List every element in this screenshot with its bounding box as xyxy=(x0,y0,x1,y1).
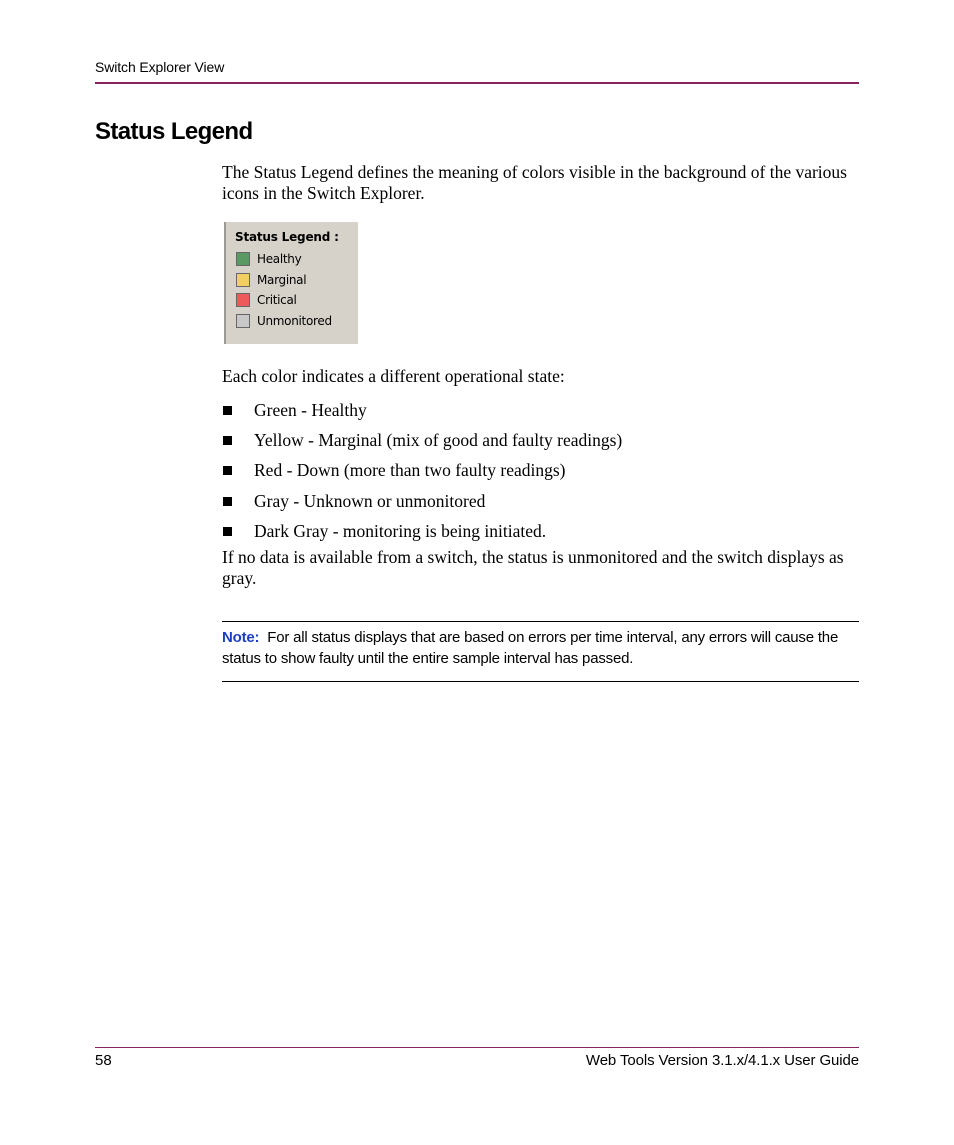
legend-label: Marginal xyxy=(257,272,307,287)
note-label: Note: xyxy=(222,629,260,646)
note-bottom-rule xyxy=(222,681,859,682)
legend-item-healthy xyxy=(236,250,301,267)
legend-label: Unmonitored xyxy=(257,313,332,328)
legend-item-critical xyxy=(236,291,297,308)
bullet-square-icon xyxy=(223,497,232,506)
unmonitored-swatch xyxy=(236,314,250,328)
bullet-text: Gray - Unknown or unmonitored xyxy=(254,490,486,511)
legend-label: Healthy xyxy=(257,251,302,266)
legend-label: Critical xyxy=(257,292,297,307)
running-head: Switch Explorer View xyxy=(95,59,225,75)
marginal-swatch xyxy=(236,273,250,287)
list-item xyxy=(222,456,622,486)
bullet-text: Yellow - Marginal (mix of good and faulty readings) xyxy=(254,429,623,450)
bullet-square-icon xyxy=(223,466,232,475)
list-item xyxy=(222,486,622,516)
bullet-square-icon xyxy=(223,406,232,415)
note-box xyxy=(222,627,862,669)
footer-rule xyxy=(95,1047,859,1048)
bullet-square-icon xyxy=(223,527,232,536)
status-bullet-list xyxy=(222,395,622,546)
status-legend-screenshot xyxy=(224,222,358,344)
list-item xyxy=(222,516,622,546)
closing-paragraph: If no data is available from a switch, the status is unmonitored and the switch displays as gray. xyxy=(222,547,844,588)
list-item xyxy=(222,395,622,425)
legend-item-unmonitored xyxy=(236,312,332,329)
header-rule xyxy=(95,82,859,84)
bullet-text: Green - Healthy xyxy=(254,399,367,420)
intro-paragraph: The Status Legend defines the meaning of colors visible in the background of the various icons in the Switch Explorer. xyxy=(222,162,847,203)
page-number: 58 xyxy=(95,1052,112,1069)
bullet-text: Dark Gray - monitoring is being initiated. xyxy=(254,520,547,541)
critical-swatch xyxy=(236,293,250,307)
legend-title: Status Legend : xyxy=(235,230,339,244)
bullet-text: Red - Down (more than two faulty readings) xyxy=(254,460,566,481)
section-title: Status Legend xyxy=(95,118,253,145)
bullet-square-icon xyxy=(223,436,232,445)
list-item xyxy=(222,425,622,455)
note-text: For all status displays that are based on errors per time interval, any errors will cause the status to show faulty until the entire sample interval has passed. xyxy=(222,629,839,667)
legend-item-marginal xyxy=(236,271,306,288)
footer-doc-title: Web Tools Version 3.1.x/4.1.x User Guide xyxy=(585,1052,859,1069)
note-top-rule xyxy=(222,621,859,622)
lead-paragraph: Each color indicates a different operational state: xyxy=(222,366,565,386)
healthy-swatch xyxy=(236,252,250,266)
